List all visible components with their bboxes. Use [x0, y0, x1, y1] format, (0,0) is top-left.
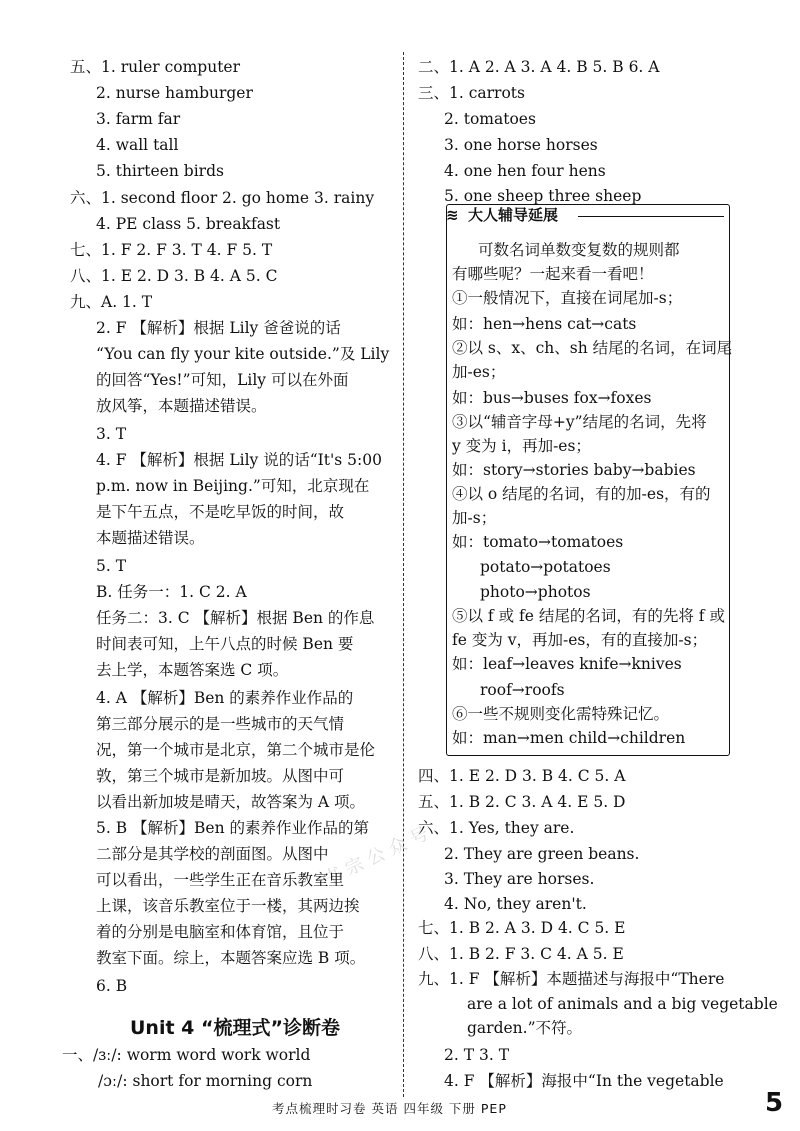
answer-line: 5. B 【解析】Ben 的素养作业作品的第	[96, 819, 370, 837]
answer-line: 七、1. F 2. F 3. T 4. F 5. T	[70, 241, 273, 259]
answer-line: roof→roofs	[480, 681, 565, 699]
answer-line: 加-s；	[452, 509, 497, 527]
answer-line: ⑤以 f 或 fe 结尾的名词，有的先将 f 或	[452, 607, 725, 625]
answer-line: 敦，第三个城市是新加坡。从图中可	[96, 767, 345, 785]
answer-line: fe 变为 v，再加-es，有的直接加-s；	[452, 631, 708, 649]
answer-line: 4. wall tall	[96, 136, 179, 154]
answer-line: ④以 o 结尾的名词，有的加-es，有的	[452, 485, 711, 503]
tip-box-title: ≋ 大人辅导延展	[446, 204, 558, 225]
answer-line: 5. one sheep three sheep	[444, 187, 642, 205]
answer-line: 可以看出，一些学生正在音乐教室里	[96, 871, 345, 889]
answer-line: 上课，该音乐教室位于一楼，其两边挨	[96, 897, 360, 915]
answer-line: 本题描述错误。	[96, 529, 205, 547]
answer-line: 4. F 【解析】根据 Lily 说的话“It's 5:00	[96, 451, 382, 469]
answer-line: 二部分是其学校的剖面图。从图中	[96, 845, 329, 863]
wave-icon: ≋	[446, 206, 459, 224]
answer-line: 况，第一个城市是北京，第二个城市是伦	[96, 741, 376, 759]
answer-line: 4. one hen four hens	[444, 162, 606, 180]
answer-line: 是下午五点，不是吃早饭的时间，故	[96, 503, 345, 521]
answer-line: are a lot of animals and a big vegetable	[467, 995, 778, 1013]
answer-line: 5. T	[96, 557, 127, 575]
answer-line: 去上学，本题答案选 C 项。	[96, 661, 289, 679]
answer-line: 六、1. second floor 2. go home 3. rainy	[70, 189, 375, 207]
answer-line: 八、1. B 2. F 3. C 4. A 5. E	[418, 945, 624, 963]
answer-line: 如：tomato→tomatoes	[452, 533, 624, 551]
answer-line: 2. tomatoes	[444, 110, 536, 128]
answer-line: 3. farm far	[96, 110, 181, 128]
answer-line: 如：man→men child→children	[452, 729, 686, 747]
answer-line: 六、1. Yes, they are.	[418, 819, 575, 837]
answer-line: 五、1. ruler computer	[70, 58, 241, 76]
answer-line: 如：story→stories baby→babies	[452, 461, 696, 479]
answer-line: 2. F 【解析】根据 Lily 爸爸说的话	[96, 319, 341, 337]
answer-line: 如：bus→buses fox→foxes	[452, 389, 652, 407]
answer-line: ⑥一些不规则变化需特殊记忆。	[452, 705, 670, 723]
page-footer: 考点梳理时习卷 英语 四年级 下册 PEP	[272, 1101, 507, 1116]
answer-line: garden.”不符。	[467, 1019, 583, 1037]
answer-line: ③以“辅音字母+y”结尾的名词，先将	[452, 413, 707, 431]
watermark: 书 宗 公 众 号	[320, 823, 432, 891]
answer-line: 6. B	[96, 977, 128, 995]
unit-title: Unit 4 “梳理式”诊断卷	[130, 1017, 340, 1039]
answer-line: 如：hen→hens cat→cats	[452, 315, 637, 333]
answer-line: 有哪些呢？一起来看一看吧！	[452, 265, 654, 283]
answer-line: 教室下面。综上，本题答案应选 B 项。	[96, 949, 366, 967]
answer-line: potato→potatoes	[480, 558, 611, 576]
answer-line: 3. They are horses.	[444, 870, 595, 888]
answer-line: 四、1. E 2. D 3. B 4. C 5. A	[418, 767, 626, 785]
answer-line: B. 任务一：1. C 2. A	[96, 583, 247, 601]
answer-line: 任务二：3. C 【解析】根据 Ben 的作息	[96, 609, 375, 627]
answer-line: 七、1. B 2. A 3. D 4. C 5. E	[418, 919, 626, 937]
answer-line: 时间表可知，上午八点的时候 Ben 要	[96, 635, 354, 653]
answer-line: 4. A 【解析】Ben 的素养作业作品的	[96, 689, 354, 707]
answer-line: 3. T	[96, 425, 127, 443]
answer-line: 着的分别是电脑室和体育馆，且位于	[96, 923, 345, 941]
answer-line: 一、/ɜː/: worm word work world	[62, 1046, 311, 1064]
answer-line: ①一般情况下，直接在词尾加-s；	[452, 289, 683, 307]
answer-line: 如：leaf→leaves knife→knives	[452, 655, 682, 673]
answer-line: 以看出新加坡是晴天，故答案为 A 项。	[96, 793, 366, 811]
answer-line: ②以 s、x、ch、sh 结尾的名词，在词尾	[452, 339, 733, 357]
answer-line: 八、1. E 2. D 3. B 4. A 5. C	[70, 267, 278, 285]
answer-line: 可数名词单数变复数的规则都	[478, 241, 680, 259]
answer-line: 三、1. carrots	[418, 84, 525, 102]
answer-line: 5. thirteen birds	[96, 162, 224, 180]
answer-line: 九、A. 1. T	[70, 293, 153, 311]
answer-line: 第三部分展示的是一些城市的天气情	[96, 715, 345, 733]
answer-line: 放风筝，本题描述错误。	[96, 397, 267, 415]
answer-line: 4. No, they aren't.	[444, 895, 587, 913]
page-number: 5	[765, 1088, 784, 1118]
answer-line: 4. PE class 5. breakfast	[96, 215, 281, 233]
answer-line: 加-es；	[452, 363, 506, 381]
answer-line: 3. one horse horses	[444, 136, 598, 154]
answer-line: y 变为 i，再加-es；	[452, 437, 591, 455]
answer-line: 九、1. F 【解析】本题描述与海报中“There	[418, 970, 725, 988]
answer-line: p.m. now in Beijing.”可知，北京现在	[96, 477, 370, 495]
answer-line: “You can fly your kite outside.”及 Lily	[96, 345, 390, 363]
answer-line: /ɔː/: short for morning corn	[98, 1072, 313, 1090]
answer-line: 4. F 【解析】海报中“In the vegetable	[444, 1072, 724, 1090]
answer-line: 五、1. B 2. C 3. A 4. E 5. D	[418, 793, 626, 811]
answer-line: 2. They are green beans.	[444, 845, 640, 863]
answer-line: 二、1. A 2. A 3. A 4. B 5. B 6. A	[418, 58, 660, 76]
answer-line: 2. T 3. T	[444, 1046, 510, 1064]
answer-line: 的回答“Yes!”可知，Lily 可以在外面	[96, 371, 349, 389]
title-underline	[578, 216, 724, 217]
answer-line: 2. nurse hamburger	[96, 84, 253, 102]
answer-line: photo→photos	[480, 583, 591, 601]
